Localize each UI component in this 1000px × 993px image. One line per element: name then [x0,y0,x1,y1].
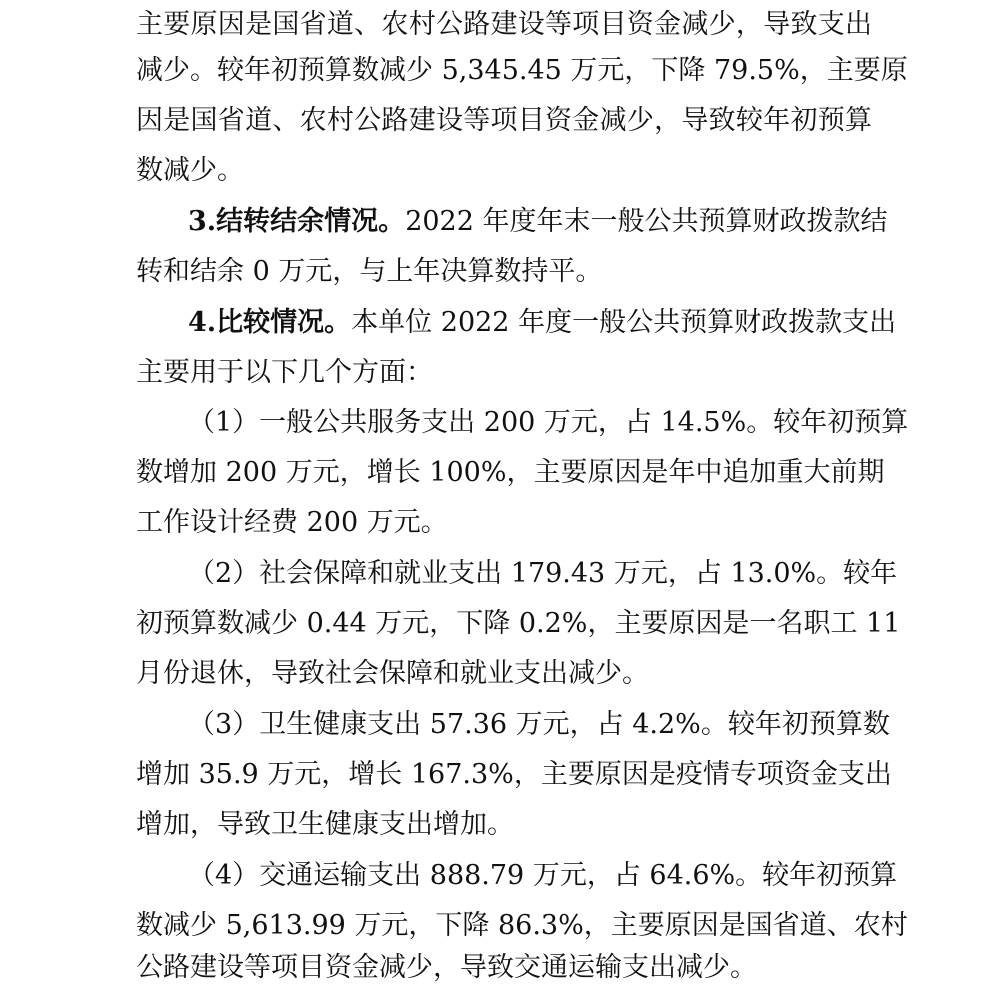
section-heading: 4.比较情况。 [188,307,352,338]
text-line: 主要用于以下几个方面： [136,357,433,388]
text-line: 增加，导致卫生健康支出增加。 [136,809,514,840]
text-line: 公路建设等项目资金减少，导致交通运输支出减少。 [136,952,757,983]
section-text: 2022 年度年末一般公共预算财政拨款结 [405,206,888,237]
text-line: （2）社会保障和就业支出 179.43 万元，占 13.0%。较年 [188,558,898,589]
text-line: 主要原因是国省道、农村公路建设等项目资金减少，导致支出 [136,9,872,40]
text-line: 数减少 5,613.99 万元，下降 86.3%，主要原因是国省道、农村 [136,910,908,941]
text-line: 月份退休，导致社会保障和就业支出减少。 [136,658,649,689]
section-heading: 3.结转结余情况。 [188,206,406,237]
text-line: （3）卫生健康支出 57.36 万元，占 4.2%。较年初预算数 [188,709,890,740]
text-line [188,298,897,348]
text-line: （4）交通运输支出 888.79 万元，占 64.6%。较年初预算 [188,860,898,891]
text-line: 转和结余 0 万元，与上年决算数持平。 [136,256,603,287]
text-line: 数减少。 [136,155,244,186]
text-line: 工作设计经费 200 万元。 [136,507,448,538]
text-line: 增加 35.9 万元，增长 167.3%，主要原因是疫情专项资金支出 [136,759,892,790]
text-line: 数增加 200 万元，增长 100%，主要原因是年中追加重大前期 [136,457,885,488]
text-line: 初预算数减少 0.44 万元，下降 0.2%，主要原因是一名职工 11 [136,608,901,639]
text-line: 减少。较年初预算数减少 5,345.45 万元，下降 79.5%，主要原 [136,55,908,86]
text-line: 因是国省道、农村公路建设等项目资金减少，导致较年初预算 [136,105,872,136]
text-line: （1）一般公共服务支出 200 万元，占 14.5%。较年初预算 [188,407,909,438]
text-line [188,197,888,247]
section-text: 本单位 2022 年度一般公共预算财政拨款支出 [351,307,897,338]
